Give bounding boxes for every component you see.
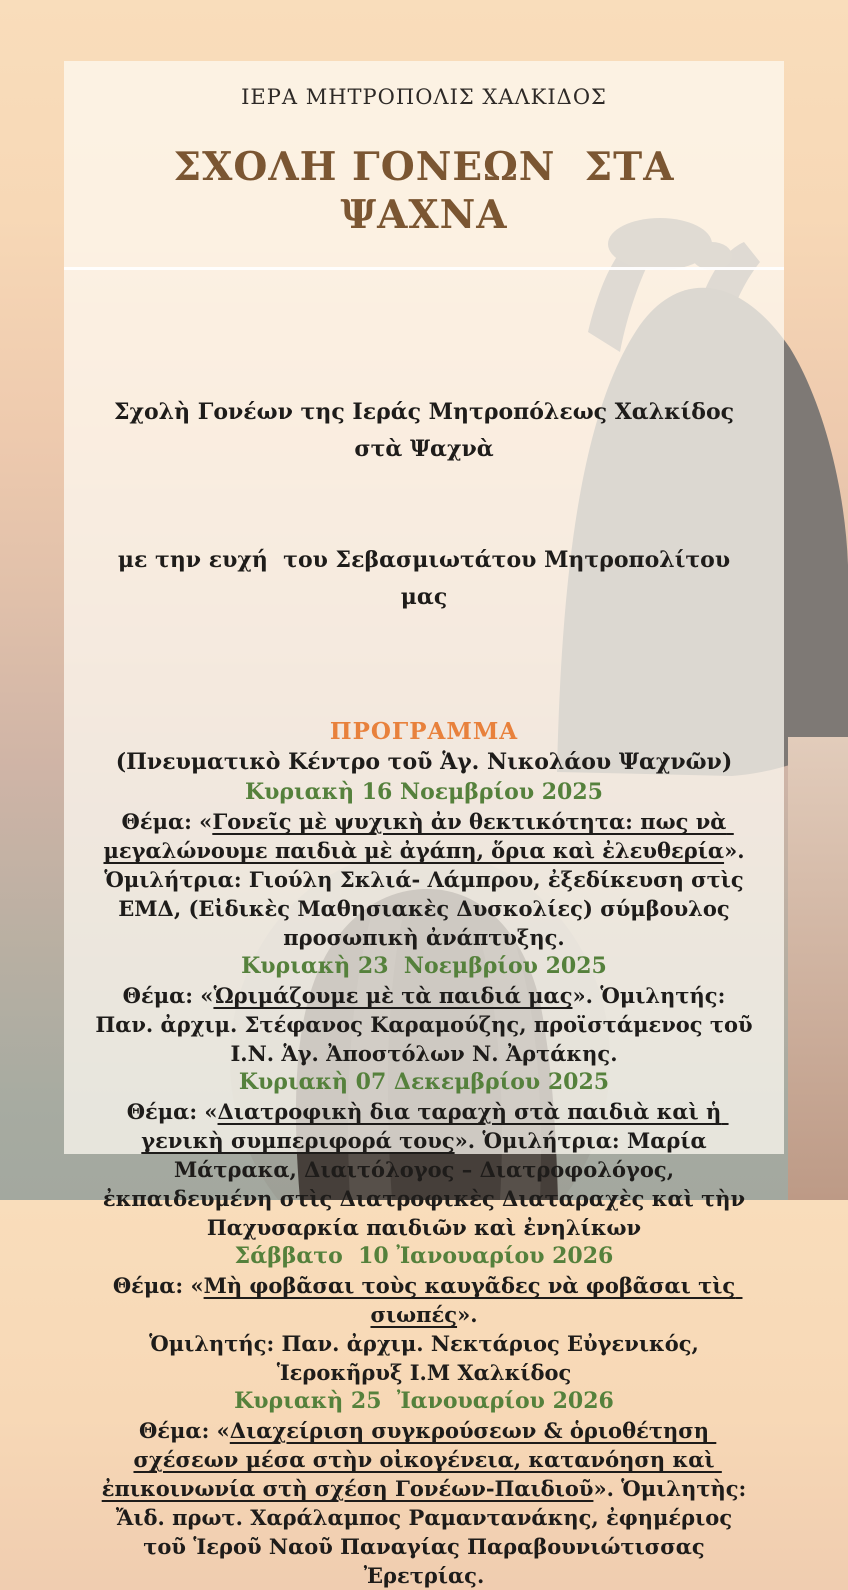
event-text bbox=[94, 1271, 754, 1329]
program-event bbox=[94, 1387, 754, 1590]
event-text-segment: ». Ὁμιλήτρια: Μαρία Μάτρακα, Διαιτόλογος – Διατροφολόγος, ἐκπαιδευμένη στὶς Διατροφικὲς Διαταραχὲς καὶ τὴν Παχυσαρκία παιδιῶν καὶ ἐνηλίκων bbox=[102, 1128, 753, 1240]
event-text bbox=[94, 1097, 754, 1242]
program-event bbox=[94, 1242, 754, 1387]
event-text-segment: ». Ὁμιλητὴς: Ἄιδ. πρωτ. Χαράλαμπος Ραμαντανάκης, ἐφημέριος τοῦ Ἱεροῦ Ναοῦ Παναγίας Παραβουνιώτισσας Ἐρετρίας. bbox=[115, 1476, 754, 1588]
program-heading: ΠΡΟΓΡΑΜΜΑ bbox=[329, 718, 519, 745]
event-date: Κυριακὴ 25 Ἰανουαρίου 2026 bbox=[234, 1388, 614, 1414]
content-panel bbox=[64, 61, 784, 1588]
event-text-segment: ». bbox=[724, 838, 745, 863]
event-text bbox=[94, 1329, 754, 1387]
intro-line-2: με την ευχή του Σεβασμιωτάτου Μητροπολίτου μας bbox=[117, 547, 738, 610]
poster-title: ΣΧΟΛΗ ΓΟΝΕΩΝ ΣΤΑ ΨΑΧΝΑ bbox=[173, 144, 690, 238]
event-date: Κυριακὴ 23 Νοεμβρίου 2025 bbox=[241, 953, 607, 979]
divider bbox=[64, 267, 784, 270]
event-text-segment: Ὁμιλητής: Παν. ἀρχιμ. Νεκτάριος Εὐγενικός, Ἱεροκῆρυξ Ι.Μ Χαλκίδος bbox=[149, 1331, 707, 1385]
organization-name: ΙΕΡΑ ΜΗΤΡΟΠΟΛΙΣ ΧΑΛΚΙΔΟΣ bbox=[241, 85, 607, 109]
event-text-segment: ». bbox=[457, 1302, 478, 1327]
event-topic-underlined: Διατροφικὴ δια ταραχὴ στὰ παιδιὰ καὶ ἡ γενικὴ συμπεριφορά τους bbox=[141, 1099, 729, 1153]
intro-line-1: Σχολὴ Γονέων της Ιεράς Μητροπόλεως Χαλκίδος στὰ Ψαχνὰ bbox=[113, 399, 750, 462]
event-topic-underlined: Ὡριμάζουμε μὲ τὰ παιδιά μας bbox=[213, 983, 573, 1008]
event-text-segment: Ὁμιλήτρια: Γιούλη Σκλιά- Λάμπρου, ἐξεδίκευση στὶς ΕΜΔ, (Εἰδικὲς Μαθησιακὲς Δυσκολίες) σύμβουλος προσωπικὴ ἀνάπτυξης. bbox=[104, 867, 752, 950]
event-text-segment: Θέμα: « bbox=[112, 1273, 204, 1298]
event-date: Κυριακὴ 16 Νοεμβρίου 2025 bbox=[245, 779, 603, 805]
event-text-segment: Θέμα: « bbox=[122, 983, 214, 1008]
venue-line: (Πνευματικὸ Κέντρο τοῦ Ἁγ. Νικολάου Ψαχνῶν) bbox=[115, 749, 733, 775]
event-topic-underlined: Γονεῖς μὲ ψυχικὴ ἀν θεκτικότητα: πως νὰ μεγαλώνουμε παιδιὰ μὲ ἀγάπη, ὅρια καὶ ἐλευθερία bbox=[103, 809, 734, 863]
event-text-segment: Θέμα: « bbox=[126, 1099, 218, 1124]
event-date: Κυριακὴ 07 Δεκεμβρίου 2025 bbox=[238, 1069, 610, 1095]
event-topic-underlined: Μὴ φοβᾶσαι τοὺς καυγᾶδες νὰ φοβᾶσαι τὶς σιωπές bbox=[203, 1273, 743, 1327]
event-text-segment: ». Ὁμιλητής: Παν. ἀρχιμ. Στέφανος Καραμούζης, προϊστάμενος τοῦ Ι.Ν. Ἁγ. Ἀποστόλων Ν. Ἀρτάκης. bbox=[95, 983, 760, 1066]
intro-text bbox=[94, 320, 754, 690]
warm-edge-shape bbox=[788, 737, 848, 1200]
event-text bbox=[94, 865, 754, 952]
program-event bbox=[94, 952, 760, 1068]
event-text bbox=[94, 807, 754, 865]
program-event bbox=[94, 1068, 754, 1242]
program-event bbox=[94, 778, 754, 952]
event-topic-underlined: Διαχείριση συγκρούσεων & ὁριοθέτηση σχέσεων μέσα στὴν οἰκογένεια, κατανόηση καὶ ἐπικοινωνία στὴ σχέση Γονέων-Παιδιοῦ bbox=[101, 1418, 722, 1501]
event-text bbox=[94, 981, 760, 1068]
event-text-segment: Θέμα: « bbox=[121, 809, 213, 834]
event-text bbox=[94, 1416, 754, 1590]
program-events bbox=[94, 778, 760, 1590]
event-text-segment: Θέμα: « bbox=[139, 1418, 230, 1443]
event-date: Σάββατο 10 Ἰανουαρίου 2026 bbox=[234, 1243, 614, 1269]
